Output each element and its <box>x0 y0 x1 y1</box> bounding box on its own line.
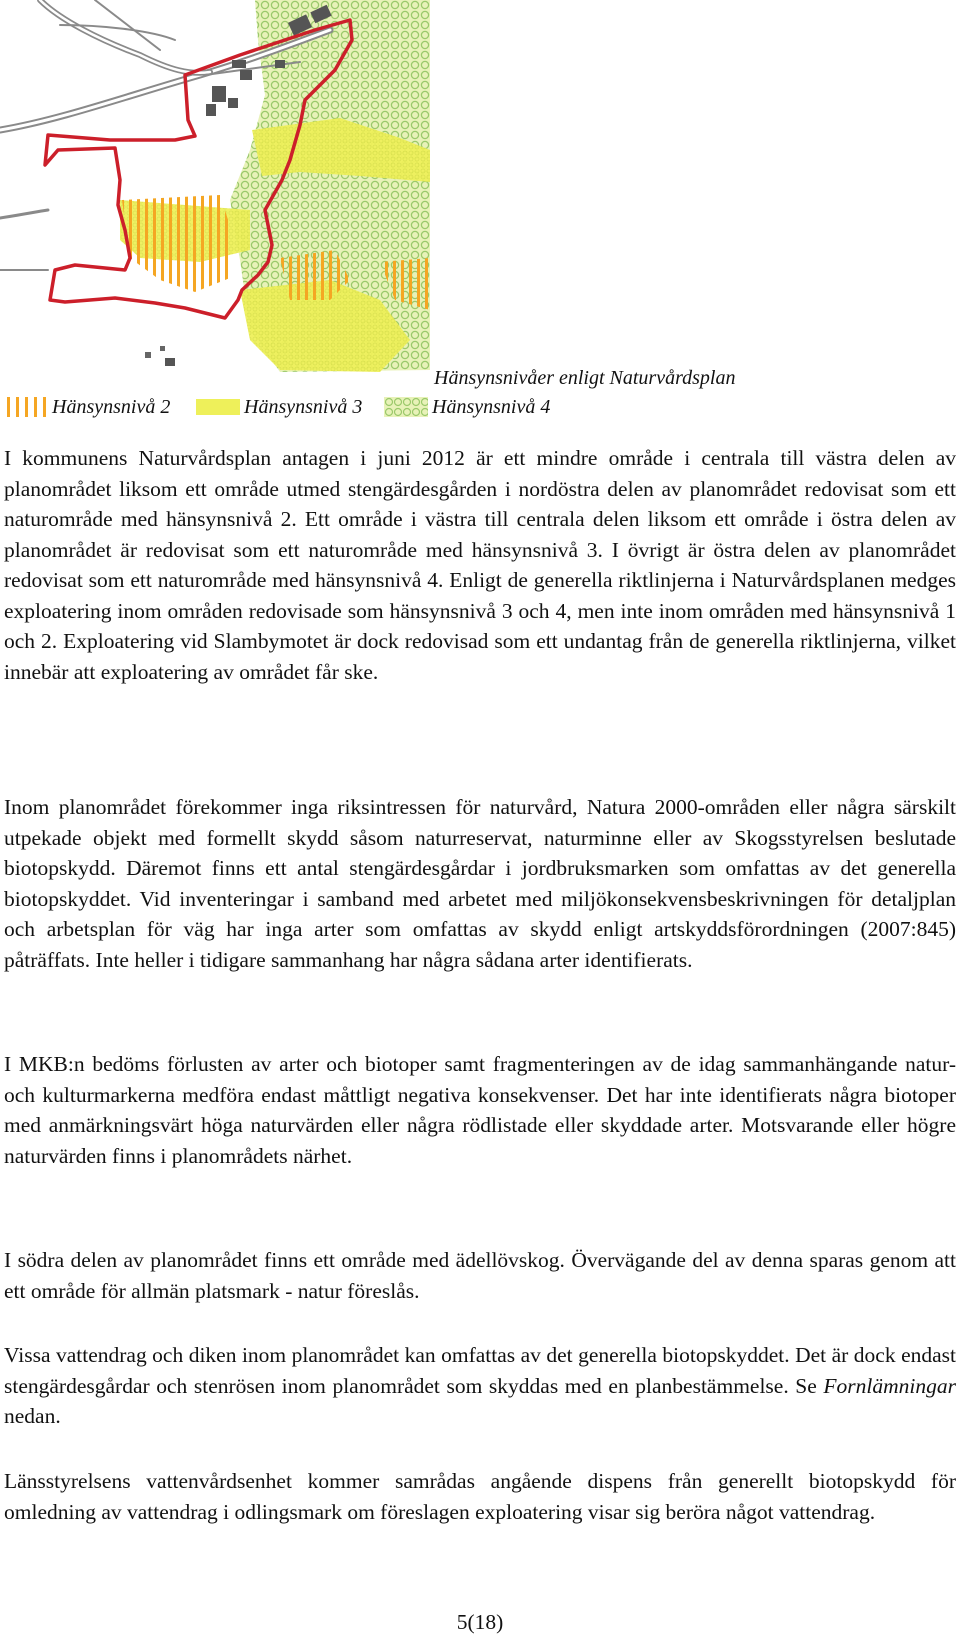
legend-item-level-3 <box>196 395 362 419</box>
paragraph-lansstyrelsen <box>4 1466 956 1527</box>
paragraph-text: Inom planområdet förekommer inga riksintressen för naturvård, Natura 2000-områden eller några särskilt utpekade objekt med formellt skydd såsom naturreservat, naturminne eller av Skogsstyrelsen beslutade biotopskydd. Däremot finns ett antal stengärdesgårdar i jordbruksmarken som omfattas av det generella biotopskyddet. Vid inventeringar i samband med arbetet med miljökonsekvensbeskrivningen för detaljplan och arbetsplan för väg har inga arter som omfattas av skydd enligt artskyddsförordningen (2007:845) påträffats. Inte heller i tidigare sammanhang har några sådana arter identifierats. <box>4 795 956 972</box>
paragraph-adellovskog <box>4 1245 956 1306</box>
page-number: 5(18) <box>456 1610 504 1634</box>
legend-item-level-2 <box>4 395 170 419</box>
nature-map <box>0 0 430 390</box>
legend-label: Hänsynsnivå 2 <box>52 395 171 418</box>
circle-swatch-icon <box>384 397 428 417</box>
hatch-swatch-icon <box>4 397 48 417</box>
paragraph-text <box>4 1340 956 1432</box>
legend-label: Hänsynsnivå 3 <box>244 395 363 418</box>
paragraph-naturvardsplan <box>4 443 956 687</box>
legend-item-level-4 <box>384 395 550 419</box>
paragraph-text-part: nedan. <box>4 1404 61 1428</box>
paragraph-text: Länsstyrelsens vattenvårdsenhet kommer samrådas angående dispens från generellt biotopskydd för omledning av vattendrag i odlingsmark om föreslagen exploatering visar sig beröra något vattendrag. <box>4 1469 956 1524</box>
solid-swatch-icon <box>196 397 240 417</box>
paragraph-text: I kommunens Naturvårdsplan antagen i juni 2012 är ett mindre område i centrala till västra delen av planområdet liksom ett område utmed stengärdesgården i nordöstra delen av planområdet redovisat som ett naturområde med hänsynsnivå 2. Ett område i västra till centrala delen liksom ett område i östra delen av planområdet är redovisat som ett naturområde med hänsynsnivå 3. I övrigt är östra delen av planområdet redovisat som ett naturområde med hänsynsnivå 4. Enligt de generella riktlinjerna i Naturvårdsplanen medges exploatering inom områden redovisade som hänsynsnivå 3 och 4, men inte inom områden med hänsynsnivå 1 och 2. Exploatering vid Slambymotet är dock redovisad som ett undantag från de generella riktlinjerna, vilket innebär att exploatering av området får ske. <box>4 446 956 684</box>
paragraph-text: I MKB:n bedöms förlusten av arter och biotoper samt fragmenteringen av de idag sammanhängande natur- och kulturmarkerna medföra endast måttligt negativa konsekvenser. Det har inte identifierats några biotoper med anmärkningsvärt höga naturvärden eller några rödlistade eller skyddade arter. Motsvarande eller högre naturvärden finns i planområdets närhet. <box>4 1052 956 1168</box>
legend-label: Hänsynsnivå 4 <box>432 395 551 418</box>
paragraph-riksintressen <box>4 792 956 975</box>
paragraph-mkb <box>4 1049 956 1171</box>
paragraph-text-part: Vissa vattendrag och diken inom planområdet kan omfattas av det generella biotopskyddet. Det är dock endast stengärdesgårdar och stenrösen inom planområdet som skyddas med en planbestämmelse. Se <box>4 1343 956 1398</box>
paragraph-text: I södra delen av planområdet finns ett område med ädellövskog. Övervägande del av denna sparas genom att ett område för allmän platsmark - natur föreslås. <box>4 1248 956 1303</box>
fornlamningar-reference: Fornlämningar <box>823 1373 956 1398</box>
paragraph-vattendrag <box>4 1340 956 1432</box>
legend-title: Hänsynsnivåer enligt Naturvårdsplan <box>434 367 736 389</box>
